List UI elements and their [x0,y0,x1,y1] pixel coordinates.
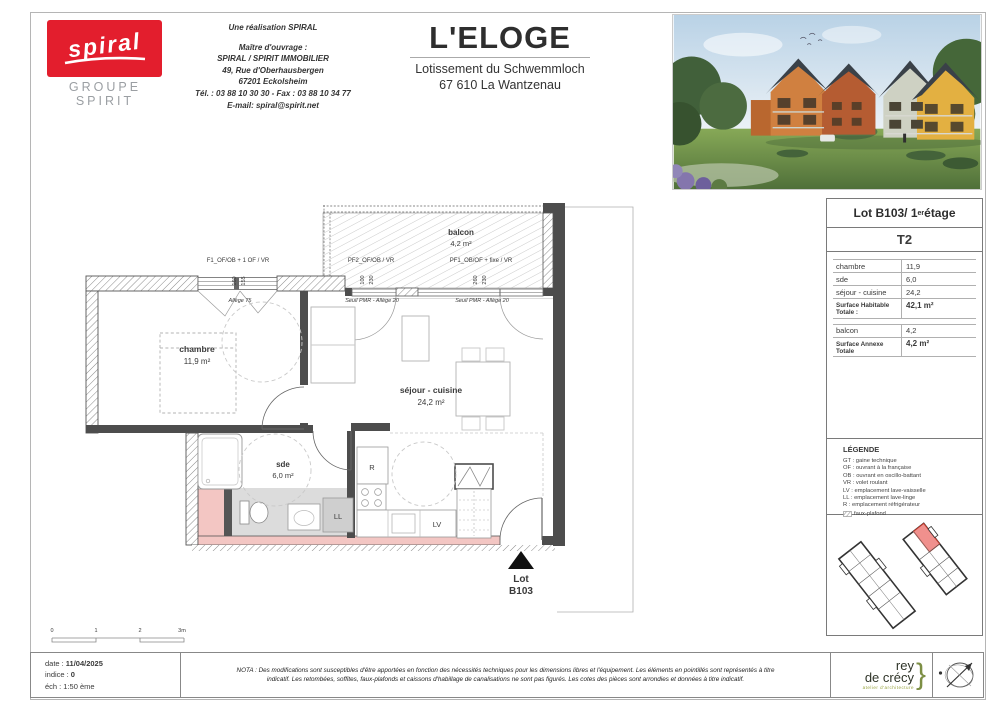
habitable-total-value: 42,1 m² [901,299,976,318]
washbasin [288,504,320,530]
scale-tick-1: 1 [94,628,98,634]
architect-logo [831,653,933,697]
duct-pink-block [198,489,226,537]
company-realisation: Une réalisation SPIRAL [228,23,318,32]
row-value: 4,2 [901,325,976,337]
window-label-pf2: PF2_OF/OB / VR [347,258,395,264]
hatch-icon [843,511,852,517]
company-phone: Tél. : 03 88 10 30 30 - Fax : 03 88 10 34 77 [195,88,351,98]
room-area-sejour: 24,2 m² [417,398,445,407]
legend-item: LL : emplacement lave-linge [843,495,916,502]
entry-marker-line1: Lot [513,574,529,585]
dim-f1-2: 155 [241,276,247,286]
legend-item: VR : volet roulant [843,480,888,487]
annex-total-row [833,338,976,358]
window-label-pf1: PF1_OB/OF + fixe / VR [449,258,513,264]
architect-subtitle: atelier d'architecture [862,685,914,691]
company-name: SPIRAL / SPIRIT IMMOBILIER [217,54,329,64]
washer-label: LL [333,512,343,521]
window-pf2 [352,289,396,340]
room-area-sde: 6,0 m² [272,471,294,480]
project-subtitle1: Lotissement du Schwemmloch [415,62,585,76]
table-row [833,325,976,338]
legend-hatch-label: faux-plafond [854,510,886,517]
legend-item: OB : ouvrant en oscillo-battant [843,472,921,479]
surface-table [833,259,976,319]
fridge-label: R [369,463,375,472]
company-email: E-mail: spiral@spirit.net [227,100,319,110]
dim-f1-1: 160 [232,276,238,286]
room-label-chambre: chambre [179,344,215,354]
project-title: L'ELOGE [429,20,571,55]
habitable-total-row [833,299,976,319]
spiral-logo-text: spiral [66,27,143,63]
company-address2: 67201 Eckolsheim [238,77,308,87]
window-pf1 [345,289,553,339]
window-label-f1: F1_OF/OB + 1 OF / VR [206,258,270,264]
lot-type: T2 [827,228,982,252]
lot-name: Lot B103 [853,206,905,220]
table-row [833,286,976,299]
indice-label: indice : [45,670,69,680]
spiral-logo [47,20,162,77]
entry-marker [508,551,534,597]
company-address1: 49, Rue d'Oberhausbergen [222,65,324,75]
row-label: séjour - cuisine [836,287,887,297]
project-title-block [370,22,630,94]
room-label-sde: sde [276,460,290,469]
floor-plan [40,195,665,650]
row-value: 6,0 [901,273,976,285]
nota-line2: indicatif. Les retombées, soffites, faux-plafonds et caissons d'habillage de canalisations ne sont pas figurés. Les cotes des pièces sont arrondies et données à titre indicatif. [266,676,745,683]
legend-item: OF : ouvrant à la française [843,465,912,472]
kitchen [357,447,456,537]
title-divider [410,57,590,58]
entry-closet [457,489,491,538]
room-area-chambre: 11,9 m² [183,357,211,366]
dim-pf1-1: 260 [473,275,479,285]
shower [198,434,242,489]
project-photo [672,14,982,190]
lot-floor-post: étage [924,206,956,220]
company-role: Maître d'ouvrage : [238,42,308,52]
lot-floor-pre: / 1 [904,206,918,220]
washer-slot [323,498,353,532]
date-value: 11/04/2025 [65,659,103,668]
nota-line1: NOTA : Des modifications sont susceptibles d'être apportées en fonction des nécessités techniques pour les dimensions libres et l'équipement. Les éléments en pointillés sont représentés à titre [236,666,775,674]
dim-pf2-2: 230 [369,275,375,285]
sill-pf2: Seuil PMR - Allège 20 [345,298,399,304]
lot-header [827,199,982,228]
technical-duct [455,464,493,489]
adjacent-structure-outline [557,207,633,612]
lot-info-panel [826,198,983,636]
key-plan [832,521,978,633]
row-label: balcon [836,326,859,335]
row-label: sde [836,274,849,284]
project-subtitle2: 67 610 La Wantzenau [439,78,561,93]
toilet [240,501,268,524]
row-value: 11,9 [901,260,976,272]
scale-value: 1:50 ème [63,681,95,691]
title-block-strip [30,652,984,698]
architect-name-2: de crécy [864,669,914,685]
table-row [833,273,976,286]
sill-pf1: Seuil PMR - Allège 20 [455,298,509,304]
dim-pf1-2: 230 [482,275,488,285]
balcony [323,203,565,288]
logo-group-text: GROUPE SPIRIT [68,80,142,108]
room-label-sejour: séjour - cuisine [399,385,463,395]
architect-brace: } [915,658,926,691]
row-label: chambre [836,261,866,271]
dishwasher-label: LV [432,520,442,529]
architect-name-1: rey [895,657,914,673]
habitable-total-label: Surface Habitable Totale : [836,302,890,316]
entry-marker-line2: B103 [509,586,533,597]
lot-floor-sup: er [917,209,925,217]
nota-text [181,653,831,697]
row-value: 24,2 [901,286,976,298]
scale-tick-0: 0 [50,628,54,634]
company-block [178,22,368,111]
wall-stub [224,489,232,537]
legend-title: LÉGENDE [843,445,880,454]
annex-total-label: Surface Annexe Totale [836,340,884,355]
north-arrow-icon [934,654,982,696]
scale-tick-2: 2 [138,628,142,634]
annex-table [833,324,976,358]
legend-item: GT : gaine technique [843,458,897,464]
date-label: date : [45,659,64,668]
indice-value: 0 [70,670,75,680]
sill-f1: Allège 75 [228,298,252,304]
drawing-info [31,653,181,697]
legend [827,438,982,515]
scale-bar [50,628,186,642]
table-row [833,260,976,273]
scale-tick-3: 3m [178,628,186,634]
legend-item: LV : emplacement lave-vaisselle [843,487,926,494]
room-area-balcon: 4,2 m² [450,239,472,248]
scale-label: éch : [45,681,62,691]
living-furniture [311,307,510,430]
dim-pf2-1: 100 [360,275,366,285]
legend-item: R : emplacement réfrigérateur [843,502,921,509]
annex-total-value: 4,2 m² [901,338,976,357]
room-label-balcon: balcon [448,228,474,237]
north-arrow-cell [933,653,983,697]
